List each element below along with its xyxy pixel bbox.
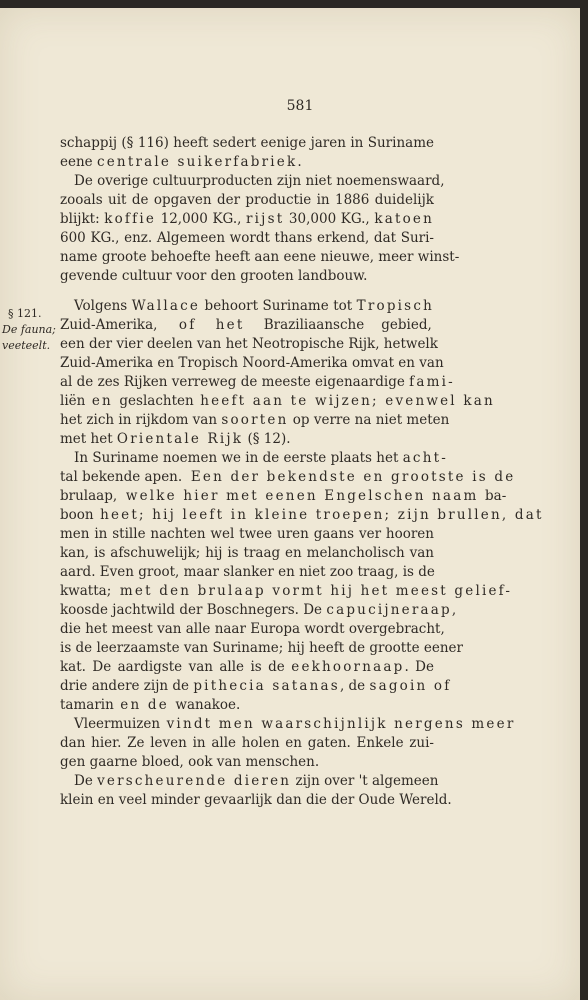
text-line: [60, 639, 463, 658]
text-line: [60, 267, 434, 286]
text-line: [60, 392, 495, 411]
text-segment: eene: [60, 154, 97, 170]
text-line: [60, 134, 434, 153]
text-segment: kat. De aardigste van alle is de: [60, 659, 292, 675]
text-line: [60, 715, 516, 734]
emphasized-text: heet; hij leeft in kleine troepen; zijn brullen, dat: [93, 507, 544, 523]
emphasized-text: en: [85, 393, 120, 409]
text-segment: 30,000 KG.,: [284, 211, 375, 227]
text-segment: zijn over 't algemeen: [291, 773, 439, 789]
margin-note: [2, 306, 56, 354]
emphasized-text: , welke hier met eenen Engelschen naam: [112, 488, 486, 504]
text-segment: boon: [60, 507, 94, 523]
text-segment: blijkt:: [60, 211, 105, 227]
text-line: [60, 468, 516, 487]
text-line: [60, 734, 434, 753]
text-line: [60, 791, 452, 810]
text-segment: zooals uit de opgaven der productie in 1886 duidelijk: [60, 192, 434, 208]
text-line: [60, 753, 434, 772]
text-line: [60, 153, 434, 172]
margin-topic-line: De fauna;: [2, 323, 56, 336]
text-line: [60, 229, 434, 248]
text-segment: tamarin: [60, 697, 114, 713]
text-line: [60, 411, 450, 430]
emphasized-text: acht-: [402, 450, 448, 466]
emphasized-text: eekhoornaap: [291, 659, 405, 675]
text-line: [60, 582, 513, 601]
emphasized-text: , of het: [153, 317, 264, 333]
text-segment: het zich in rijkdom van: [60, 412, 222, 428]
text-segment: al de zes Rijken verreweg de meeste eigenaardige: [60, 374, 410, 390]
text-segment: (§ 12).: [243, 431, 291, 447]
emphasized-text: soorten: [221, 412, 289, 428]
text-segment: gen gaarne bloed, ook van menschen.: [60, 754, 320, 770]
text-segment: Zuid-Amerika en Tropisch Noord-Amerika omvat en van: [60, 355, 444, 371]
emphasized-text: fami-: [409, 374, 455, 390]
text-segment: Vleermuizen: [74, 716, 161, 732]
text-segment: geslachten: [119, 393, 194, 409]
emphasized-text: .: [236, 697, 243, 713]
text-line: [60, 297, 434, 316]
margin-topic-line: veeteelt.: [2, 339, 51, 352]
emphasized-text: ; met den brulaap vormt hij het meest gelief-: [106, 583, 513, 599]
text-segment: 600 KG., enz. Algemeen wordt thans erkend, dat Suri-: [60, 230, 434, 246]
text-segment: . De: [404, 659, 434, 675]
paragraph-gap: [60, 286, 434, 297]
text-segment: 12,000 KG.,: [156, 211, 247, 227]
text-segment: een der vier deelen van het Neotropische Rijk, hetwelk: [60, 336, 438, 352]
emphasized-text: koffie: [104, 211, 157, 227]
text-segment: kan, is afschuwelijk; hij is traag en melancholisch van: [60, 545, 434, 561]
text-line: [60, 316, 434, 335]
text-segment: kwatta: [60, 583, 107, 599]
emphasized-text: katoen: [374, 211, 434, 227]
emphasized-text: rijst: [246, 211, 285, 227]
emphasized-text: Wallace: [131, 298, 201, 314]
text-line: [60, 191, 434, 210]
margin-section-number: § 121.: [8, 307, 42, 320]
emphasized-text: verscheurende dieren: [97, 773, 292, 789]
text-segment: Volgens: [74, 298, 132, 314]
text-line: [60, 658, 434, 677]
emphasized-text: ,: [427, 317, 434, 333]
text-line: [60, 354, 444, 373]
body-text: [60, 134, 544, 810]
text-line: [60, 563, 434, 582]
text-line: [60, 172, 445, 191]
text-line: [60, 601, 457, 620]
text-segment: De overige cultuurproducten zijn niet noemenswaard,: [74, 173, 445, 189]
text-segment: Zuid-Amerika: [60, 317, 154, 333]
text-segment: ba-: [485, 488, 507, 504]
text-segment: op verre na niet meten: [288, 412, 450, 428]
text-segment: koosde jachtwild der Boschnegers. De: [60, 602, 327, 618]
text-segment: aard. Even groot, maar slanker en niet zoo traag, is de: [60, 564, 435, 580]
text-segment: gevende cultuur voor den grooten landbouw.: [60, 268, 368, 284]
text-segment: klein en veel minder gevaarlijk dan die der Oude Wereld.: [60, 792, 452, 808]
text-line: [60, 677, 452, 696]
emphasized-text: pithecia satanas: [193, 678, 340, 694]
emphasized-text: sagoin of: [369, 678, 452, 694]
text-segment: In Suriname noemen we in de eerste plaats het: [74, 450, 403, 466]
text-segment: brulaap: [60, 488, 113, 504]
text-line: [60, 210, 434, 229]
text-segment: wanakoe: [175, 697, 237, 713]
emphasized-text: en de: [113, 697, 176, 713]
book-page: [0, 8, 580, 1000]
emphasized-text: centrale suikerfabriek: [96, 154, 298, 170]
text-line: [60, 525, 434, 544]
text-line: [60, 772, 439, 791]
text-segment: behoort Suriname tot: [200, 298, 357, 314]
text-line: [60, 620, 445, 639]
emphasized-text: Tropisch: [356, 298, 434, 314]
emphasized-text: heeft aan te wijzen; evenwel kan: [193, 393, 495, 409]
text-segment: .: [297, 154, 302, 170]
emphasized-text: Orientale Rijk: [116, 431, 244, 447]
text-line: [60, 696, 434, 715]
text-segment: men in stille nachten wel twee uren gaans ver hooren: [60, 526, 434, 542]
text-segment: De: [74, 773, 98, 789]
emphasized-text: vindt men waarschijnlijk nergens meer: [160, 716, 516, 732]
text-segment: , de: [339, 678, 370, 694]
text-line: [60, 544, 434, 563]
text-segment: tal bekende apen: [60, 469, 178, 485]
text-segment: Braziliaansche gebied: [263, 317, 428, 333]
text-segment: ,: [451, 602, 457, 618]
text-line: [60, 430, 434, 449]
text-segment: liën: [60, 393, 86, 409]
emphasized-text: . Een der bekendste en grootste is de: [177, 469, 516, 485]
text-line: [60, 449, 448, 468]
page-number: 581: [286, 98, 314, 114]
emphasized-text: capucijneraap: [326, 602, 452, 618]
text-segment: die het meest van alle naar Europa wordt overgebracht,: [60, 621, 445, 637]
text-segment: is de leerzaamste van Suriname; hij heeft de grootte eener: [60, 640, 463, 656]
text-segment: dan hier. Ze leven in alle holen en gaten. Enkele zui-: [60, 735, 434, 751]
text-segment: drie andere zijn de: [60, 678, 194, 694]
text-segment: name groote behoefte heeft aan eene nieuwe, meer winst-: [60, 249, 460, 265]
text-line: [60, 506, 544, 525]
text-segment: schappij (§ 116) heeft sedert eenige jaren in Suriname: [60, 135, 434, 151]
text-line: [60, 487, 507, 506]
text-line: [60, 335, 438, 354]
text-segment: met het: [60, 431, 117, 447]
text-line: [60, 248, 460, 267]
text-line: [60, 373, 455, 392]
